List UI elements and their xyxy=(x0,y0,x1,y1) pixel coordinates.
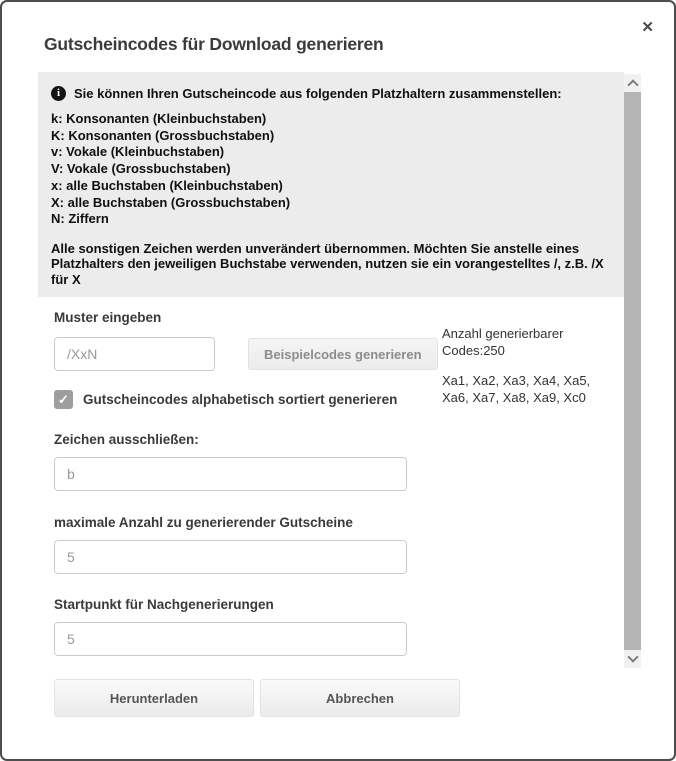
vertical-scrollbar[interactable] xyxy=(624,74,641,668)
start-point-input[interactable] xyxy=(54,622,407,656)
scroll-down-icon[interactable] xyxy=(624,650,641,668)
generate-examples-button[interactable]: Beispielcodes generieren xyxy=(248,338,438,370)
exclude-chars-label: Zeichen ausschließen: xyxy=(54,432,199,447)
placeholder-info-box xyxy=(38,72,624,297)
placeholder-item: v: Vokale (Kleinbuchstaben) xyxy=(51,144,225,160)
placeholder-item: N: Ziffern xyxy=(51,211,109,227)
info-note-text: Alle sonstigen Zeichen werden unverändert übernommen. Möchten Sie anstelle eines Platzhalters den jeweiligen Buchstabe verwenden, nutzen sie ein vorangestelltes /, z.B. /X für X xyxy=(51,240,604,287)
placeholder-item: X: alle Buchstaben (Grossbuchstaben) xyxy=(51,194,291,210)
generatable-count-line: Anzahl generierbarer xyxy=(442,326,564,341)
scrollbar-thumb[interactable] xyxy=(624,92,641,650)
generatable-count-line: Codes:250 xyxy=(442,343,505,358)
max-count-input[interactable] xyxy=(54,540,407,574)
placeholder-item: x: alle Buchstaben (Kleinbuchstaben) xyxy=(51,177,283,193)
info-icon: i xyxy=(51,86,66,101)
download-button[interactable]: Herunterladen xyxy=(54,679,254,717)
placeholder-item: K: Konsonanten (Grossbuchstaben) xyxy=(51,127,275,143)
start-point-label: Startpunkt für Nachgenerierungen xyxy=(54,597,274,612)
max-count-label: maximale Anzahl zu generierender Gutscheine xyxy=(54,515,353,530)
exclude-chars-input[interactable] xyxy=(54,457,407,491)
dialog-title: Gutscheincodes für Download generieren xyxy=(44,34,384,54)
close-icon[interactable]: ✕ xyxy=(641,19,654,36)
cancel-button[interactable]: Abbrechen xyxy=(260,679,460,717)
info-intro-text: Sie können Ihren Gutscheincode aus folgenden Platzhaltern zusammenstellen: xyxy=(74,86,562,101)
code-preview-panel xyxy=(442,325,590,406)
placeholder-item: k: Konsonanten (Kleinbuchstaben) xyxy=(51,111,267,126)
example-codes-line: Xa1, Xa2, Xa3, Xa4, Xa5, xyxy=(442,373,591,388)
sorted-checkbox-label: Gutscheincodes alphabetisch sortiert generieren xyxy=(83,392,398,407)
dialog-body-scroll-region xyxy=(38,72,641,668)
example-codes-line: Xa6, Xa7, Xa8, Xa9, Xc0 xyxy=(442,390,586,405)
placeholder-item: V: Vokale (Grossbuchstaben) xyxy=(51,161,231,177)
pattern-input[interactable] xyxy=(54,337,215,371)
dialog-footer xyxy=(54,679,460,717)
sorted-checkbox[interactable]: ✓ xyxy=(54,390,73,409)
placeholder-list xyxy=(51,111,610,228)
scroll-up-icon[interactable] xyxy=(624,74,641,92)
pattern-label: Muster eingeben xyxy=(54,310,162,325)
